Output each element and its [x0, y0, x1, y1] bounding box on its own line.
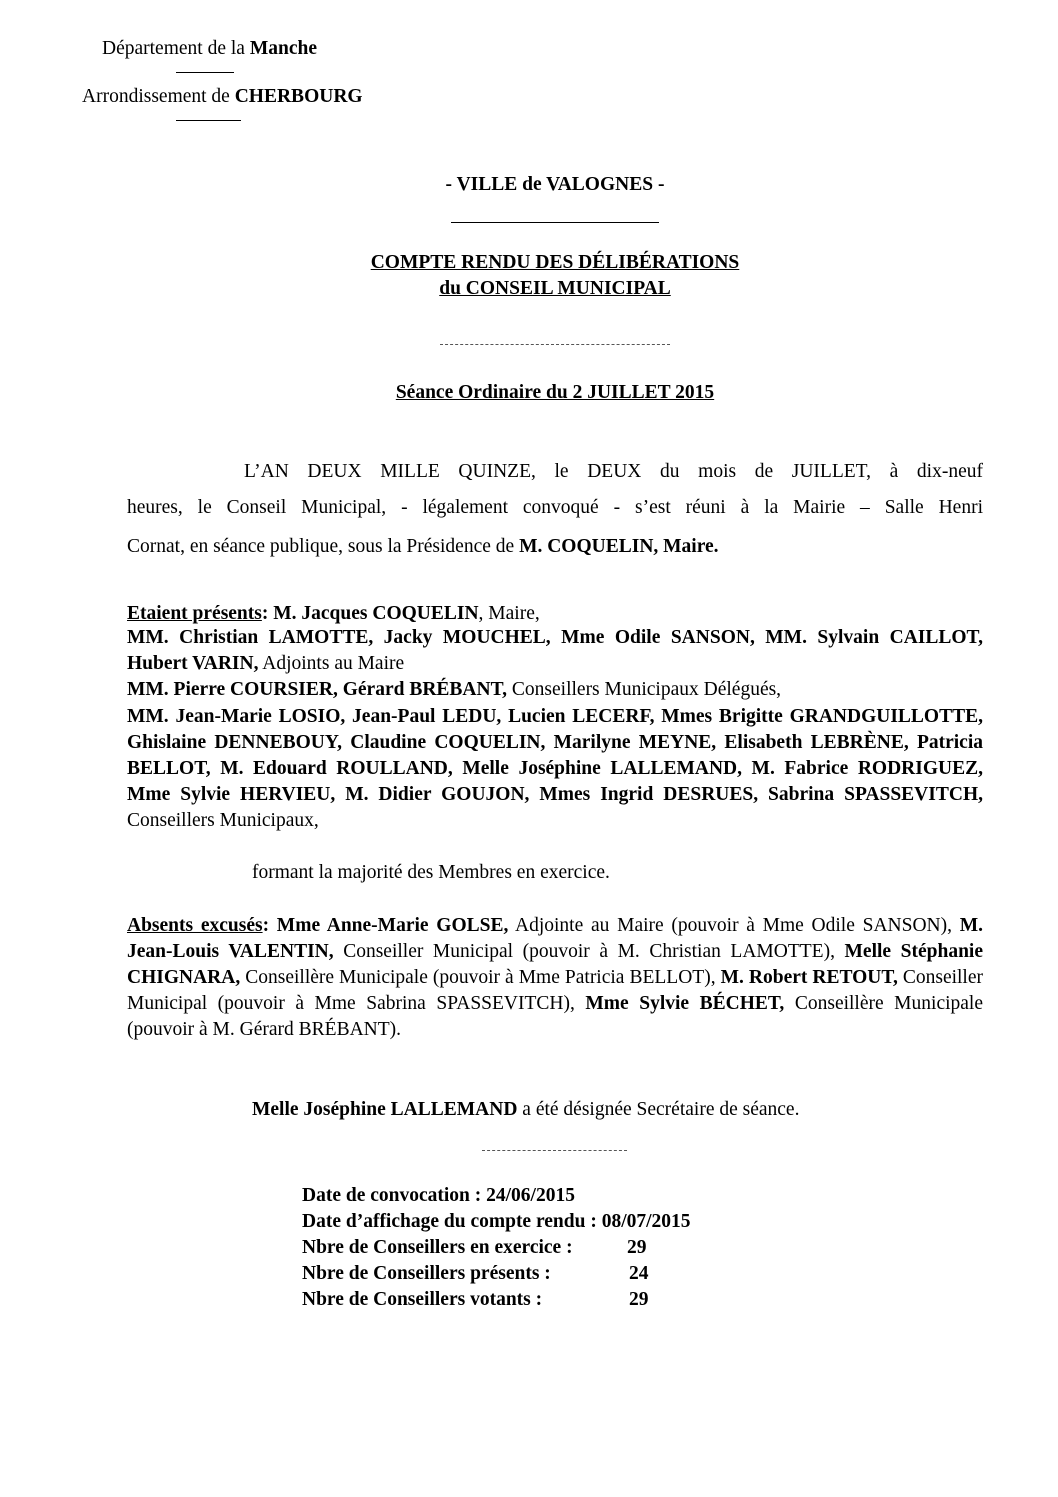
- title-divider: [451, 222, 659, 223]
- presents-count-label: Nbre de Conseillers présents :: [302, 1263, 551, 1284]
- absent-role: Adjointe au Maire (pouvoir à Mme Odile SANSON),: [508, 915, 960, 936]
- intro-text: Cornat, en séance publique, sous la Présidence de: [127, 536, 515, 557]
- dashed-divider: [440, 344, 670, 345]
- votants-count-row: [302, 1289, 649, 1311]
- adjoints-names: MM. Christian LAMOTTE, Jacky MOUCHEL, Mme Odile SANSON, MM. Sylvain CAILLOT, Hubert VARIN,: [127, 627, 983, 674]
- department-prefix: Département de la: [102, 38, 245, 59]
- absent-role: Conseiller Municipal (pouvoir à Mme Sabrina SPASSEVITCH),: [127, 967, 983, 1014]
- department-heading: [102, 38, 317, 60]
- delegues-names: MM. Pierre COURSIER, Gérard BRÉBANT,: [127, 679, 508, 700]
- header-divider: [176, 120, 241, 121]
- ville-title: - VILLE de VALOGNES -: [445, 174, 665, 195]
- absents-label: Absents excusés: [127, 915, 263, 936]
- presents-count-value: 24: [629, 1263, 649, 1284]
- votants-label: Nbre de Conseillers votants :: [302, 1289, 543, 1310]
- adjoints-role: Adjoints au Maire: [258, 653, 405, 674]
- intro-line-3: [127, 536, 719, 558]
- compte-rendu-title: COMPTE RENDU DES DÉLIBÉRATIONS: [370, 252, 740, 273]
- seance-title: Séance Ordinaire du 2 JUILLET 2015: [395, 382, 715, 403]
- presents-first-line: [127, 603, 540, 625]
- convocation-date: Date de convocation : 24/06/2015: [302, 1185, 575, 1206]
- maire-name: : M. Jacques COQUELIN: [261, 603, 479, 624]
- delegues-role: Conseillers Municipaux Délégués,: [507, 679, 782, 700]
- exercice-label: Nbre de Conseillers en exercice :: [302, 1237, 573, 1258]
- arrondissement-prefix: Arrondissement de: [82, 86, 230, 107]
- affichage-date: Date d’affichage du compte rendu : 08/07/2015: [302, 1211, 691, 1232]
- arrondissement-heading: [82, 86, 363, 108]
- absent-name: M. Jean-Louis VALENTIN,: [127, 915, 984, 962]
- intro-line-2: heures, le Conseil Municipal, - légalement convoqué - s’est réuni à la Mairie – Salle Henri: [127, 497, 983, 518]
- absent-name: Melle Stéphanie CHIGNARA,: [127, 941, 984, 988]
- absent-name: : Mme Anne-Marie GOLSE,: [262, 915, 509, 936]
- conseillers-role: Conseillers Municipaux,: [127, 810, 319, 831]
- absent-role: Conseiller Municipal (pouvoir à M. Christian LAMOTTE),: [333, 941, 845, 962]
- header-divider: [176, 72, 234, 73]
- intro-line-1: L’AN DEUX MILLE QUINZE, le DEUX du mois de JUILLET, à dix-neuf: [244, 461, 983, 482]
- maire-role: , Maire,: [478, 603, 540, 624]
- secretaire-line: [252, 1099, 799, 1121]
- absent-name: M. Robert RETOUT,: [720, 967, 898, 988]
- department-name: Manche: [249, 38, 317, 59]
- dashed-divider: [482, 1150, 627, 1151]
- secretaire-name: Melle Joséphine LALLEMAND: [252, 1099, 518, 1120]
- absent-role: Conseillère Municipale (pouvoir à Mme Patricia BELLOT),: [240, 967, 721, 988]
- conseillers-names: MM. Jean-Marie LOSIO, Jean-Paul LEDU, Lucien LECERF, Mmes Brigitte GRANDGUILLOTTE, Ghislaine DENNEBOUY, Claudine COQUELIN, Marilyne MEYNE, Elisabeth LEBRÈNE, Patricia BELLOT, M. Edouard ROULLAND, Melle Joséphine LALLEMAND, M. Fabrice RODRIGUEZ, Mme Sylvie HERVIEU, M. Didier GOUJON, Mmes Ingrid DESRUES, Sabrina SPASSEVITCH,: [127, 706, 983, 805]
- votants-value: 29: [629, 1289, 649, 1310]
- secretaire-text: a été désignée Secrétaire de séance.: [517, 1099, 800, 1120]
- exercice-value: 29: [627, 1237, 647, 1258]
- absent-name: Mme Sylvie BÉCHET,: [585, 993, 785, 1014]
- delegues-paragraph: [127, 677, 983, 703]
- president-name: M. COQUELIN, Maire.: [519, 536, 719, 557]
- exercice-count-row: [302, 1237, 647, 1259]
- presents-count-row: [302, 1263, 649, 1285]
- majorite-line: formant la majorité des Membres en exercice.: [252, 862, 610, 883]
- conseillers-paragraph: [127, 704, 983, 834]
- absents-paragraph: [127, 913, 983, 1043]
- arrondissement-name: CHERBOURG: [234, 86, 363, 107]
- adjoints-paragraph: [127, 625, 983, 677]
- presents-label: Etaient présents: [127, 603, 262, 624]
- conseil-title: du CONSEIL MUNICIPAL: [439, 278, 671, 299]
- absent-role: Conseillère Municipale (pouvoir à M. Gérard BRÉBANT).: [127, 993, 983, 1040]
